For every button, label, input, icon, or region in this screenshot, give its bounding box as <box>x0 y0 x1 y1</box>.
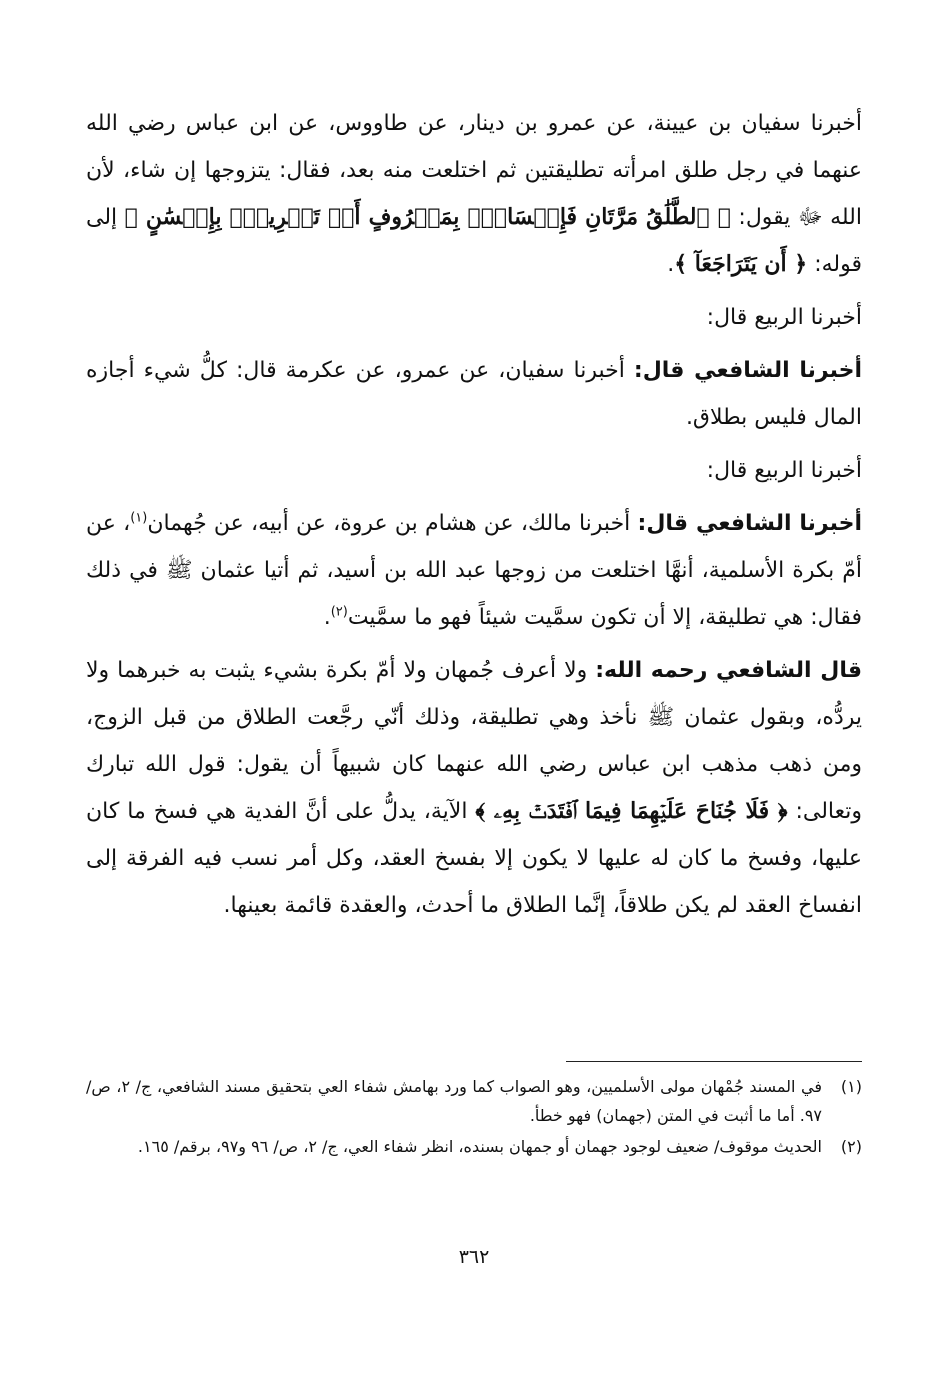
footnote-1-text: في المسند جُمْهان مولى الأسلميين، وهو الصواب كما ورد بهامش شفاء العي بتحقيق مسند الشافعي، ج/ ٢، ص/ ٩٧. أما ما أثبت في المتن (جهمان) فهو خطأ. <box>86 1077 822 1125</box>
paragraph-3 <box>86 347 862 441</box>
quran-verse-3: ﴿ فَلَا جُنَاحَ عَلَيۡهِمَا فِيمَا ٱفۡتَدَتۡ بِهِۦ ﴾ <box>475 798 788 824</box>
paragraph-1-mid: إلى قوله: <box>86 205 862 277</box>
footnote-ref-1[interactable]: (١) <box>130 510 148 526</box>
footnote-2-text: الحديث موقوف/ ضعيف لوجود جهمان أو جمهان بسنده، انظر شفاء العي، ج/ ٢، ص/ ٩٦ و٩٧، برقم/ ١٦٥. <box>137 1137 822 1156</box>
footnote-1 <box>86 1072 862 1130</box>
paragraph-6 <box>86 647 862 929</box>
page-number: ٣٦٢ <box>458 1246 490 1268</box>
paragraph-3-text: أخبرنا سفيان، عن عمرو، عن عكرمة قال: كلُّ شيء أجازه المال فليس بطلاق. <box>86 358 862 430</box>
paragraph-5-text-c: . <box>323 605 331 630</box>
page-body <box>86 100 862 935</box>
paragraph-5-text-a: أخبرنا مالك، عن هشام بن عروة، عن أبيه، عن جُهمان <box>147 511 638 536</box>
paragraph-5-lead: أخبرنا الشافعي قال: <box>637 511 862 536</box>
footnotes <box>86 1072 862 1163</box>
footnote-2-number: (٢) <box>840 1137 862 1156</box>
footnote-separator <box>566 1061 862 1062</box>
paragraph-1-end: . <box>667 252 675 277</box>
narrator-line-1: أخبرنا الربيع قال: <box>706 305 862 330</box>
paragraph-1 <box>86 100 862 288</box>
quran-verse-1: ﴿ ٱلطَّلَٰقُ مَرَّتَانِ فَإِمۡسَاكُۢ بِمَعۡرُوفٍ أَوۡ تَسۡرِيحُۢ بِإِحۡسَٰنٍ ﴾ <box>124 204 731 230</box>
footnote-2 <box>86 1132 862 1161</box>
paragraph-6-text-b: الآية، يدلُّ على أنَّ الفدية هي فسخ ما كان عليها، وفسخ ما كان له عليها لا يكون إلا بفسخ العقد، وكل أمر نسب فيه الفرقة إلى انفساخ العقد لم يكن طلاقاً، إنَّما الطلاق ما أحدث، والعقدة قائمة بعينها. <box>86 799 862 918</box>
paragraph-5-text-b: ، عن أمّ بكرة الأسلمية، أنهَّا اختلعت من زوجها عبد الله بن أسيد، ثم أتيا عثمان ﷺ في ذلك فقال: هي تطليقة، إلا أن تكون سمَّيت شيئاً فهو ما سمَّيت <box>86 511 862 630</box>
paragraph-6-lead: قال الشافعي رحمه الله: <box>595 658 862 683</box>
paragraph-3-lead: أخبرنا الشافعي قال: <box>633 358 862 383</box>
paragraph-5 <box>86 500 862 641</box>
footnote-ref-2[interactable]: (٢) <box>330 604 348 620</box>
footnote-1-number: (١) <box>840 1077 862 1096</box>
paragraph-1-text: أخبرنا سفيان بن عيينة، عن عمرو بن دينار، عن طاووس، عن ابن عباس رضي الله عنهما في رجل طلق امرأته تطليقتين ثم اختلعت منه بعد، فقال: يتزوجها إن شاء، لأن الله ﷻ يقول: <box>86 111 862 230</box>
narrator-line-2: أخبرنا الربيع قال: <box>706 458 862 483</box>
quran-verse-2: ﴿ أَن يَتَرَاجَعَآ ﴾ <box>674 251 808 277</box>
paragraph-6-text-a: ولا أعرف جُمهان ولا أمّ بكرة بشيء يثبت به خبرهما ولا يردُّه، وبقول عثمان ﷺ نأخذ وهي تطليقة، وذلك أنّي رجَّعت الطلاق من قبل الزوج، ومن ذهب مذهب ابن عباس رضي الله عنهما كان شبيهاً أن يقول: قول الله تبارك وتعالى: <box>86 658 862 824</box>
